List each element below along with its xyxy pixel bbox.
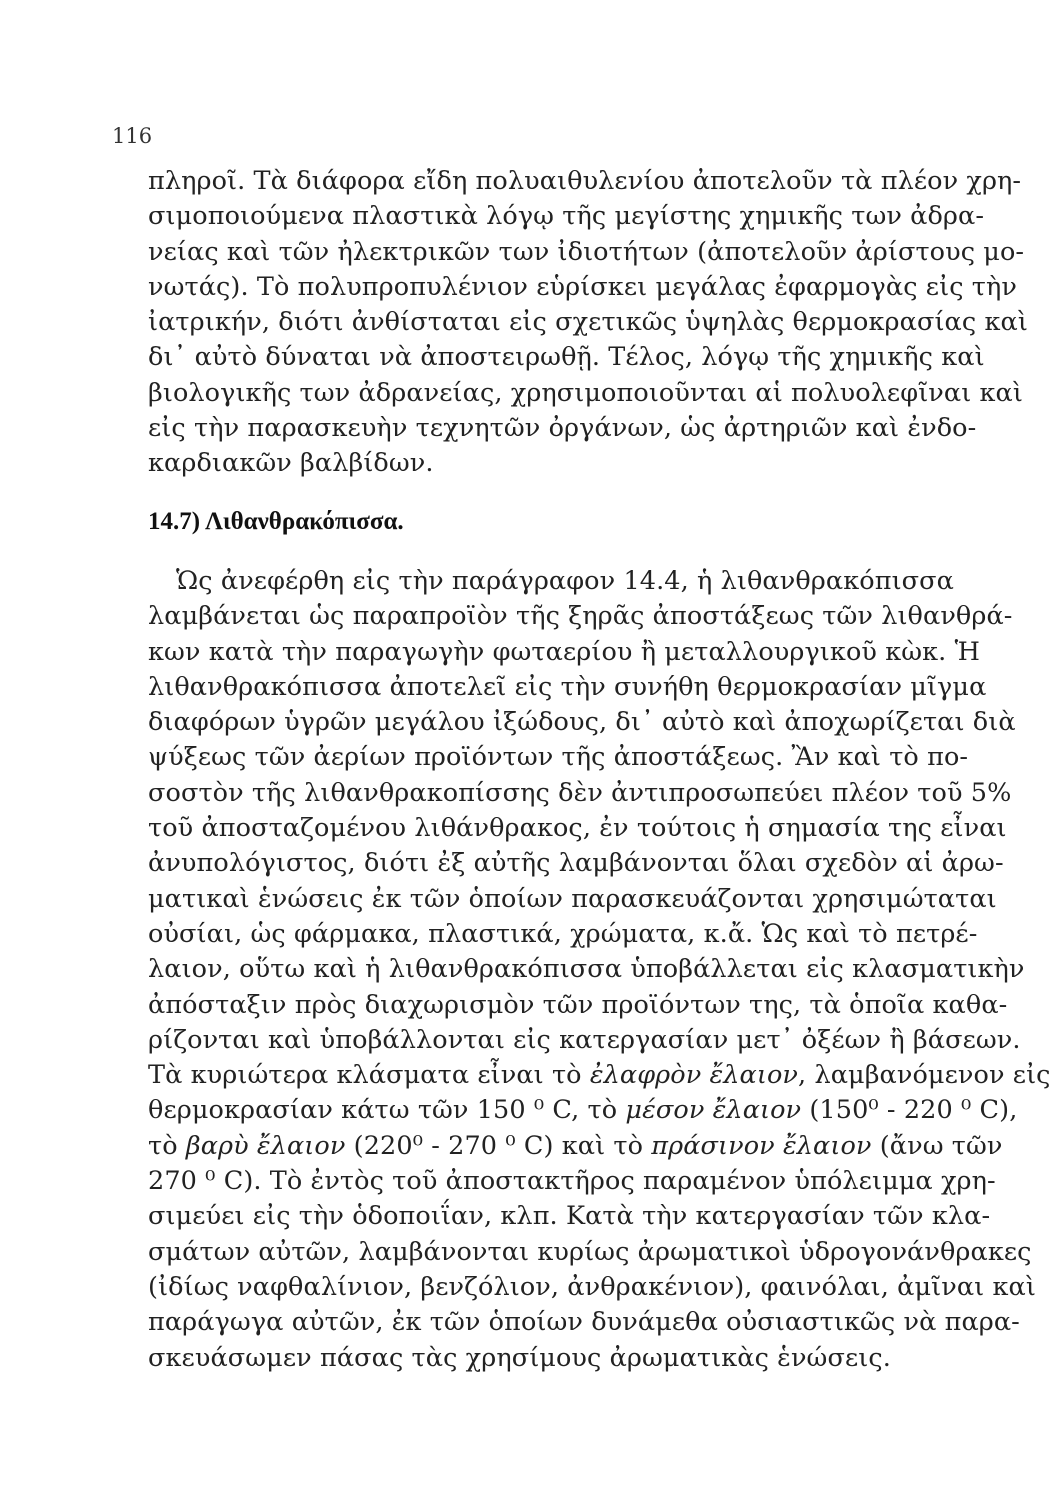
intro-paragraph bbox=[148, 164, 1028, 482]
text-line: ἰατρικήν, διότι ἀνθίσταται εἰς σχετικῶς ὑψηλὰς θερμοκρασίας καὶ bbox=[148, 307, 1028, 338]
text-line: Ὡς ἀνεφέρθη εἰς τὴν παράγραφον 14.4, ἡ λιθανθρακόπισσα bbox=[176, 566, 954, 596]
text-line: ἀπόσταξιν πρὸς διαχωρισμὸν τῶν προϊόντων της, τὰ ὁποῖα καθα- bbox=[148, 989, 1008, 1020]
text-line: 270 ⁰ C). Τὸ ἐντὸς τοῦ ἀποστακτῆρος παραμένον ὑπόλειμμα χρη- bbox=[148, 1166, 996, 1197]
text-line: ψύξεως τῶν ἀερίων προϊόντων τῆς ἀποστάξεως. Ἂν καὶ τὸ πο- bbox=[148, 742, 969, 773]
term-green-oil: πράσινον ἔλαιον bbox=[651, 1130, 872, 1161]
text-line bbox=[148, 1093, 1018, 1128]
text-line: οὐσίαι, ὡς φάρμακα, πλαστικά, χρώματα, κ.ἄ. Ὡς καὶ τὸ πετρέ- bbox=[148, 918, 978, 949]
text-line: ματικαὶ ἑνώσεις ἐκ τῶν ὁποίων παρασκευάζονται χρησιμώταται bbox=[148, 883, 997, 914]
text-line: σμάτων αὐτῶν, λαμβάνονται κυρίως ἀρωματικοὶ ὑδρογονάνθρακες bbox=[148, 1236, 1032, 1267]
text-line: τοῦ ἀποσταζομένου λιθάνθρακος, ἐν τούτοις ἡ σημασία της εἶναι bbox=[148, 813, 1007, 844]
text-line: βιολογικῆς των ἀδρανείας, χρησιμοποιοῦνται αἱ πολυολεφῖναι καὶ bbox=[148, 377, 1023, 408]
text-line: λιθανθρακόπισσα ἀποτελεῖ εἰς τὴν συνήθη θερμοκρασίαν μῖγμα bbox=[148, 671, 987, 702]
text-line: διαφόρων ὑγρῶν μεγάλου ἰξώδους, δι᾽ αὐτὸ καὶ ἀποχωρίζεται διὰ bbox=[148, 707, 1016, 738]
text-line: καρδιακῶν βαλβίδων. bbox=[148, 448, 434, 479]
text-line: ρίζονται καὶ ὑποβάλλονται εἰς κατεργασίαν μετ᾽ ὀξέων ἢ βάσεων. bbox=[148, 1024, 1021, 1055]
term-middle-oil: μέσον ἔλαιον bbox=[625, 1095, 802, 1126]
text-run: (ἄνω τῶν bbox=[871, 1130, 1003, 1161]
section-heading: 14.7) Λιθανθρακόπισσα. bbox=[148, 508, 404, 535]
text-line: νείας καὶ τῶν ἠλεκτρικῶν των ἰδιοτήτων (ἀποτελοῦν ἀρίστους μο- bbox=[148, 236, 1025, 267]
text-line: λαμβάνεται ὡς παραπροϊὸν τῆς ξηρᾶς ἀποστάξεως τῶν λιθανθρά- bbox=[148, 601, 1013, 632]
text-line: κων κατὰ τὴν παραγωγὴν φωταερίου ἢ μεταλλουργικοῦ κὼκ. Ἡ bbox=[148, 636, 980, 667]
text-line: πληροῖ. Τὰ διάφορα εἴδη πολυαιθυλενίου ἀποτελοῦν τὰ πλέον χρη- bbox=[148, 166, 1022, 196]
text-line: σιμεύει εἰς τὴν ὁδοποιΐαν, κλπ. Κατὰ τὴν κατεργασίαν τῶν κλα- bbox=[148, 1201, 991, 1232]
text-line: (ἰδίως ναφθαλίνιον, βενζόλιον, ἀνθρακένιον), φαινόλαι, ἀμῖναι καὶ bbox=[148, 1271, 1036, 1302]
text-run: θερμοκρασίαν κάτω τῶν 150 ⁰ C, τὸ bbox=[148, 1095, 626, 1126]
text-run: Τὰ κυριώτερα κλάσματα εἶναι τὸ bbox=[148, 1060, 590, 1091]
text-run: (220⁰ - 270 ⁰ C) καὶ τὸ bbox=[345, 1130, 652, 1161]
text-line: λαιον, οὕτω καὶ ἡ λιθανθρακόπισσα ὑποβάλλεται εἰς κλασματικὴν bbox=[148, 954, 1025, 985]
text-line: παράγωγα αὐτῶν, ἐκ τῶν ὁποίων δυνάμεθα οὐσιαστικῶς νὰ παρα- bbox=[148, 1307, 1020, 1338]
text-line: ἀνυπολόγιστος, διότι ἐξ αὐτῆς λαμβάνονται ὅλαι σχεδὸν αἱ ἀρω- bbox=[148, 848, 1004, 879]
text-line bbox=[148, 1058, 1051, 1093]
text-run: , λαμβανόμενον εἰς bbox=[798, 1060, 1051, 1091]
text-line: νωτάς). Τὸ πολυπροπυλένιον εὑρίσκει μεγάλας ἐφαρμογὰς εἰς τὴν bbox=[148, 271, 1017, 302]
text-line: σκευάσωμεν πάσας τὰς χρησίμους ἀρωματικὰς ἑνώσεις. bbox=[148, 1342, 891, 1373]
page-number: 116 bbox=[112, 124, 153, 148]
term-heavy-oil: βαρὺ ἔλαιον bbox=[185, 1130, 346, 1161]
term-light-oil: ἐλαφρὸν ἔλαιον bbox=[589, 1060, 799, 1091]
text-run: (150⁰ - 220 ⁰ C), bbox=[801, 1095, 1018, 1126]
text-line: εἰς τὴν παρασκευὴν τεχνητῶν ὀργάνων, ὡς ἀρτηριῶν καὶ ἐνδο- bbox=[148, 413, 977, 444]
body-paragraph bbox=[148, 564, 1051, 1376]
text-line: σιμοποιούμενα πλαστικὰ λόγῳ τῆς μεγίστης χημικῆς των ἀδρα- bbox=[148, 201, 985, 232]
text-line: σοστὸν τῆς λιθανθρακοπίσσης δὲν ἀντιπροσωπεύει πλέον τοῦ 5% bbox=[148, 777, 1012, 808]
text-line: δι᾽ αὐτὸ δύναται νὰ ἀποστειρωθῇ. Τέλος, λόγῳ τῆς χημικῆς καὶ bbox=[148, 342, 985, 373]
text-line bbox=[148, 1129, 1003, 1164]
text-run: τὸ bbox=[148, 1130, 186, 1161]
